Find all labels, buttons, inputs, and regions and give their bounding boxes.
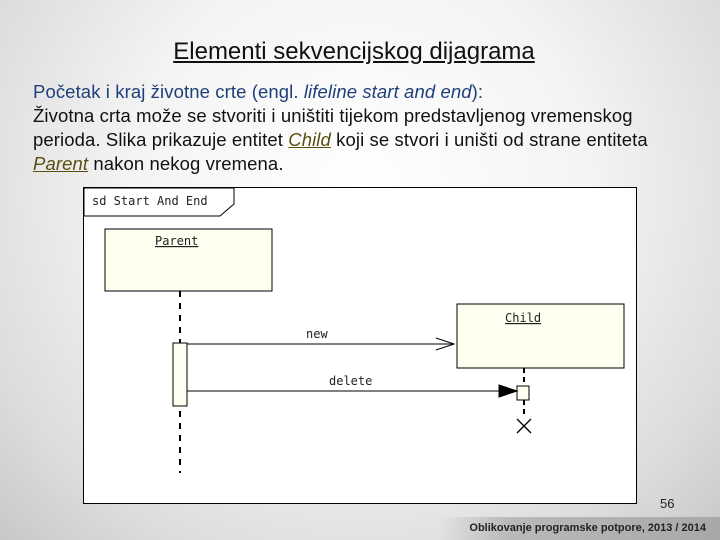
entity-child-link[interactable]: Child [288, 129, 331, 150]
message-delete-label: delete [329, 374, 373, 388]
footer-bar [440, 517, 720, 540]
intro-part2: ): [471, 81, 484, 102]
parent-activation-bar [173, 343, 187, 406]
entity-parent-link[interactable]: Parent [33, 153, 89, 174]
description-part3: nakon nekog vremena. [88, 153, 284, 174]
message-new-label: new [306, 327, 328, 341]
intro-part1: Početak i kraj životne crte (engl. [33, 81, 304, 102]
arrowhead-filled-icon [499, 385, 517, 397]
child-activation-bar [517, 386, 529, 400]
frame-label: sd Start And End [92, 194, 208, 208]
footer-course: Oblikovanje programske potpore, 2013 / 2014 [469, 522, 706, 534]
child-lifeline-label: Child [505, 311, 542, 325]
slide-title: Elementi sekvencijskog dijagrama [173, 38, 535, 65]
sequence-diagram [83, 187, 637, 504]
sequence-diagram-svg [84, 188, 636, 503]
description-part2: koji se stvori i uništi od strane entiteta [330, 129, 648, 150]
description-part1: Životna crta može se stvoriti i uništiti tijekom predstavljenog vremenskog perioda. Slika prikazuje entitet [33, 105, 633, 150]
intro-text [33, 81, 483, 102]
parent-lifeline-label: Parent [155, 234, 199, 248]
intro-italic: lifeline start and end [303, 81, 472, 102]
slide-body-text [33, 80, 693, 176]
page-number: 56 [660, 496, 675, 511]
